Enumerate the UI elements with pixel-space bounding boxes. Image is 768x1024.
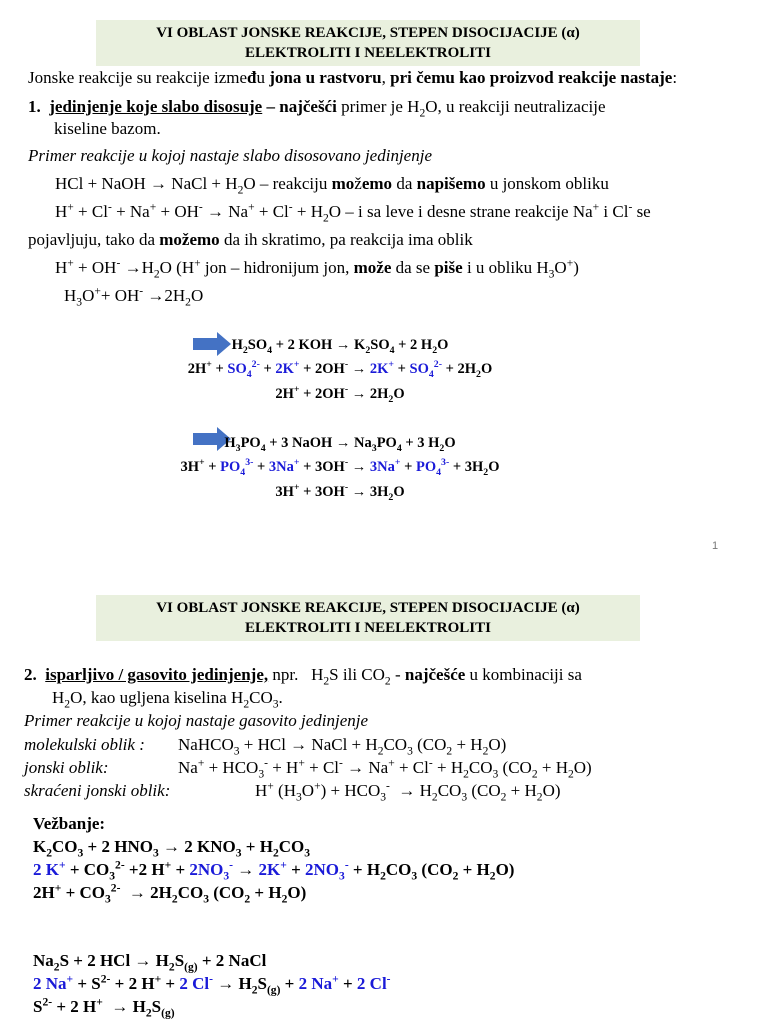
slide-2: [0, 580, 768, 1024]
ex2-short: $S^{2-} + 2$ $H^+ \to H_2S_{(g)}$: [33, 995, 175, 1020]
eq-h2so4-ionic: $2H^+ + SO_4^{2-} + 2K^+ + 2OH^- \to 2K^+ + SO_4^{2-} + 2H_2O$: [187, 359, 493, 380]
eq-h3po4-molecular: $H_3PO_4 + 3$ NaOH → $Na_3PO_4 + 3$ $H_2O$: [224, 435, 456, 454]
slide-header: [96, 595, 640, 641]
header-line-2: ELEKTROLITI I NEELEKTROLITI: [245, 45, 491, 61]
point-1-title: jedinjenje koje slabo disosuje: [49, 97, 263, 116]
ex1-ionic: 2 $K^+ + CO_3^{2-} +2$ $H^+ + 2NO_3^- \to 2K^+ + 2NO_3^- + H_2CO_3$ $(CO_2 + H_2O)$: [33, 858, 515, 883]
point-2-title: isparljivo / gasovito jedinjenje,: [45, 665, 269, 684]
intro-text: Jonske reakcije su reakcije između jona u rastvoru, pri čemu kao proizvod reakcije nastaje:: [28, 68, 678, 87]
eq-h2so4-molecular: $H_2SO_4 + 2$ KOH → $K_2SO_4 + 2$ $H_2O$: [231, 337, 449, 356]
mol-label: molekulski oblik :: [24, 735, 145, 754]
header-line-1: VI OBLAST JONSKE REAKCIJE, STEPEN DISOCIJACIJE (α): [156, 600, 580, 616]
point-2-cont: $H_2O$, kao ugljena kiselina $H_2CO_3$.: [52, 688, 283, 711]
reaction-line-2-cont: pojavljuju, tako da možemo da ih skratimo, pa reakcija ima oblik: [28, 230, 473, 249]
point-1: 1. jedinjenje koje slabo disosuje – najčešći primer je $H_2O$, u reakciji neutralizacije: [28, 97, 606, 120]
jon-label: jonski oblik:: [24, 758, 109, 777]
primer-2: Primer reakcije u kojoj nastaje gasovito jedinjenje: [24, 711, 369, 730]
ex2-molecular: $Na_2S + 2$ HCl → $H_2S_{(g)} + 2$ NaCl: [33, 951, 267, 974]
reaction-line-3: $H^+ + OH^- \to H_2O$ (H+ jon – hidronijum jon, može da se piše i u obliku $H_3O^+$): [55, 256, 579, 281]
point-2-number: 2.: [24, 665, 37, 684]
ex1-short: $2H^+ + CO_3^{2-} \to 2H_2CO_3$ $(CO_2 + H_2O)$: [33, 881, 307, 906]
slide-header: [96, 20, 640, 66]
reaction-line-1: HCl + NaOH → NaCl + $H_2O$ – reakciju možemo da napišemo u jonskom obliku: [55, 174, 609, 197]
primer-1: Primer reakcije u kojoj nastaje slabo disosovano jedinjenje: [28, 146, 432, 165]
header-line-2: ELEKTROLITI I NEELEKTROLITI: [245, 620, 491, 636]
header-line-1: VI OBLAST JONSKE REAKCIJE, STEPEN DISOCIJACIJE (α): [156, 25, 580, 41]
eq-h3po4-ionic: $3H^+ + PO_4^{3-} + 3Na^+ + 3OH^- \to 3Na^+ + PO_4^{3-} + 3H_2O$: [180, 457, 500, 478]
point-1-number: 1.: [28, 97, 41, 116]
reaction-line-2: $H^+ + Cl^- + Na^+ + OH^- \to Na^+ + Cl^- + H_2O - i$ sa leve i desne strane reakcije Na+ i Cl- se: [55, 200, 651, 225]
point-1-cont: kiseline bazom.: [54, 119, 161, 138]
skr-equation: H+ $(H_3O^+) + HCO_3^- \to H_2CO_3$ $(CO_2 + H_2O)$: [255, 779, 561, 804]
mol-equation: NaHCO$_3$ + HCl → NaCl + $H_2CO_3$ $(CO_2 + H_2O)$: [178, 735, 507, 758]
vezbanje-title: Vežbanje:: [33, 814, 106, 833]
reaction-line-4: $H_3O^++ OH^- \to 2H_2O$: [64, 284, 204, 309]
jon-equation: $Na^+ + HCO_3^- + H^+ + Cl^- \to Na^+ + Cl^- + H_2CO_3$ $(CO_2 + H_2O)$: [178, 756, 592, 781]
page-number: 1: [712, 540, 719, 552]
eq-h2so4-short: $2H^+ + 2OH^- \to 2H_2O$: [275, 384, 405, 405]
skr-label: skraćeni jonski oblik:: [24, 781, 171, 800]
eq-h3po4-short: $3H^+ + 3OH^- \to 3H_2O$: [275, 482, 405, 503]
ex2-ionic: 2 $Na^+ + S^{2-} + 2$ H+ + 2 $Cl^- \to H_2S_{(g)} + 2$ Na+ + 2 Cl-: [33, 972, 391, 997]
point-2: 2. isparljivo / gasovito jedinjenje, npr. $H_2S$ ili $CO_2$ - najčešće u kombinaciji sa: [24, 665, 582, 688]
ex1-molecular: $K_2CO_3 + 2$ $HNO_3 \to 2$ $KNO_3 + H_2CO_3$: [33, 837, 310, 860]
